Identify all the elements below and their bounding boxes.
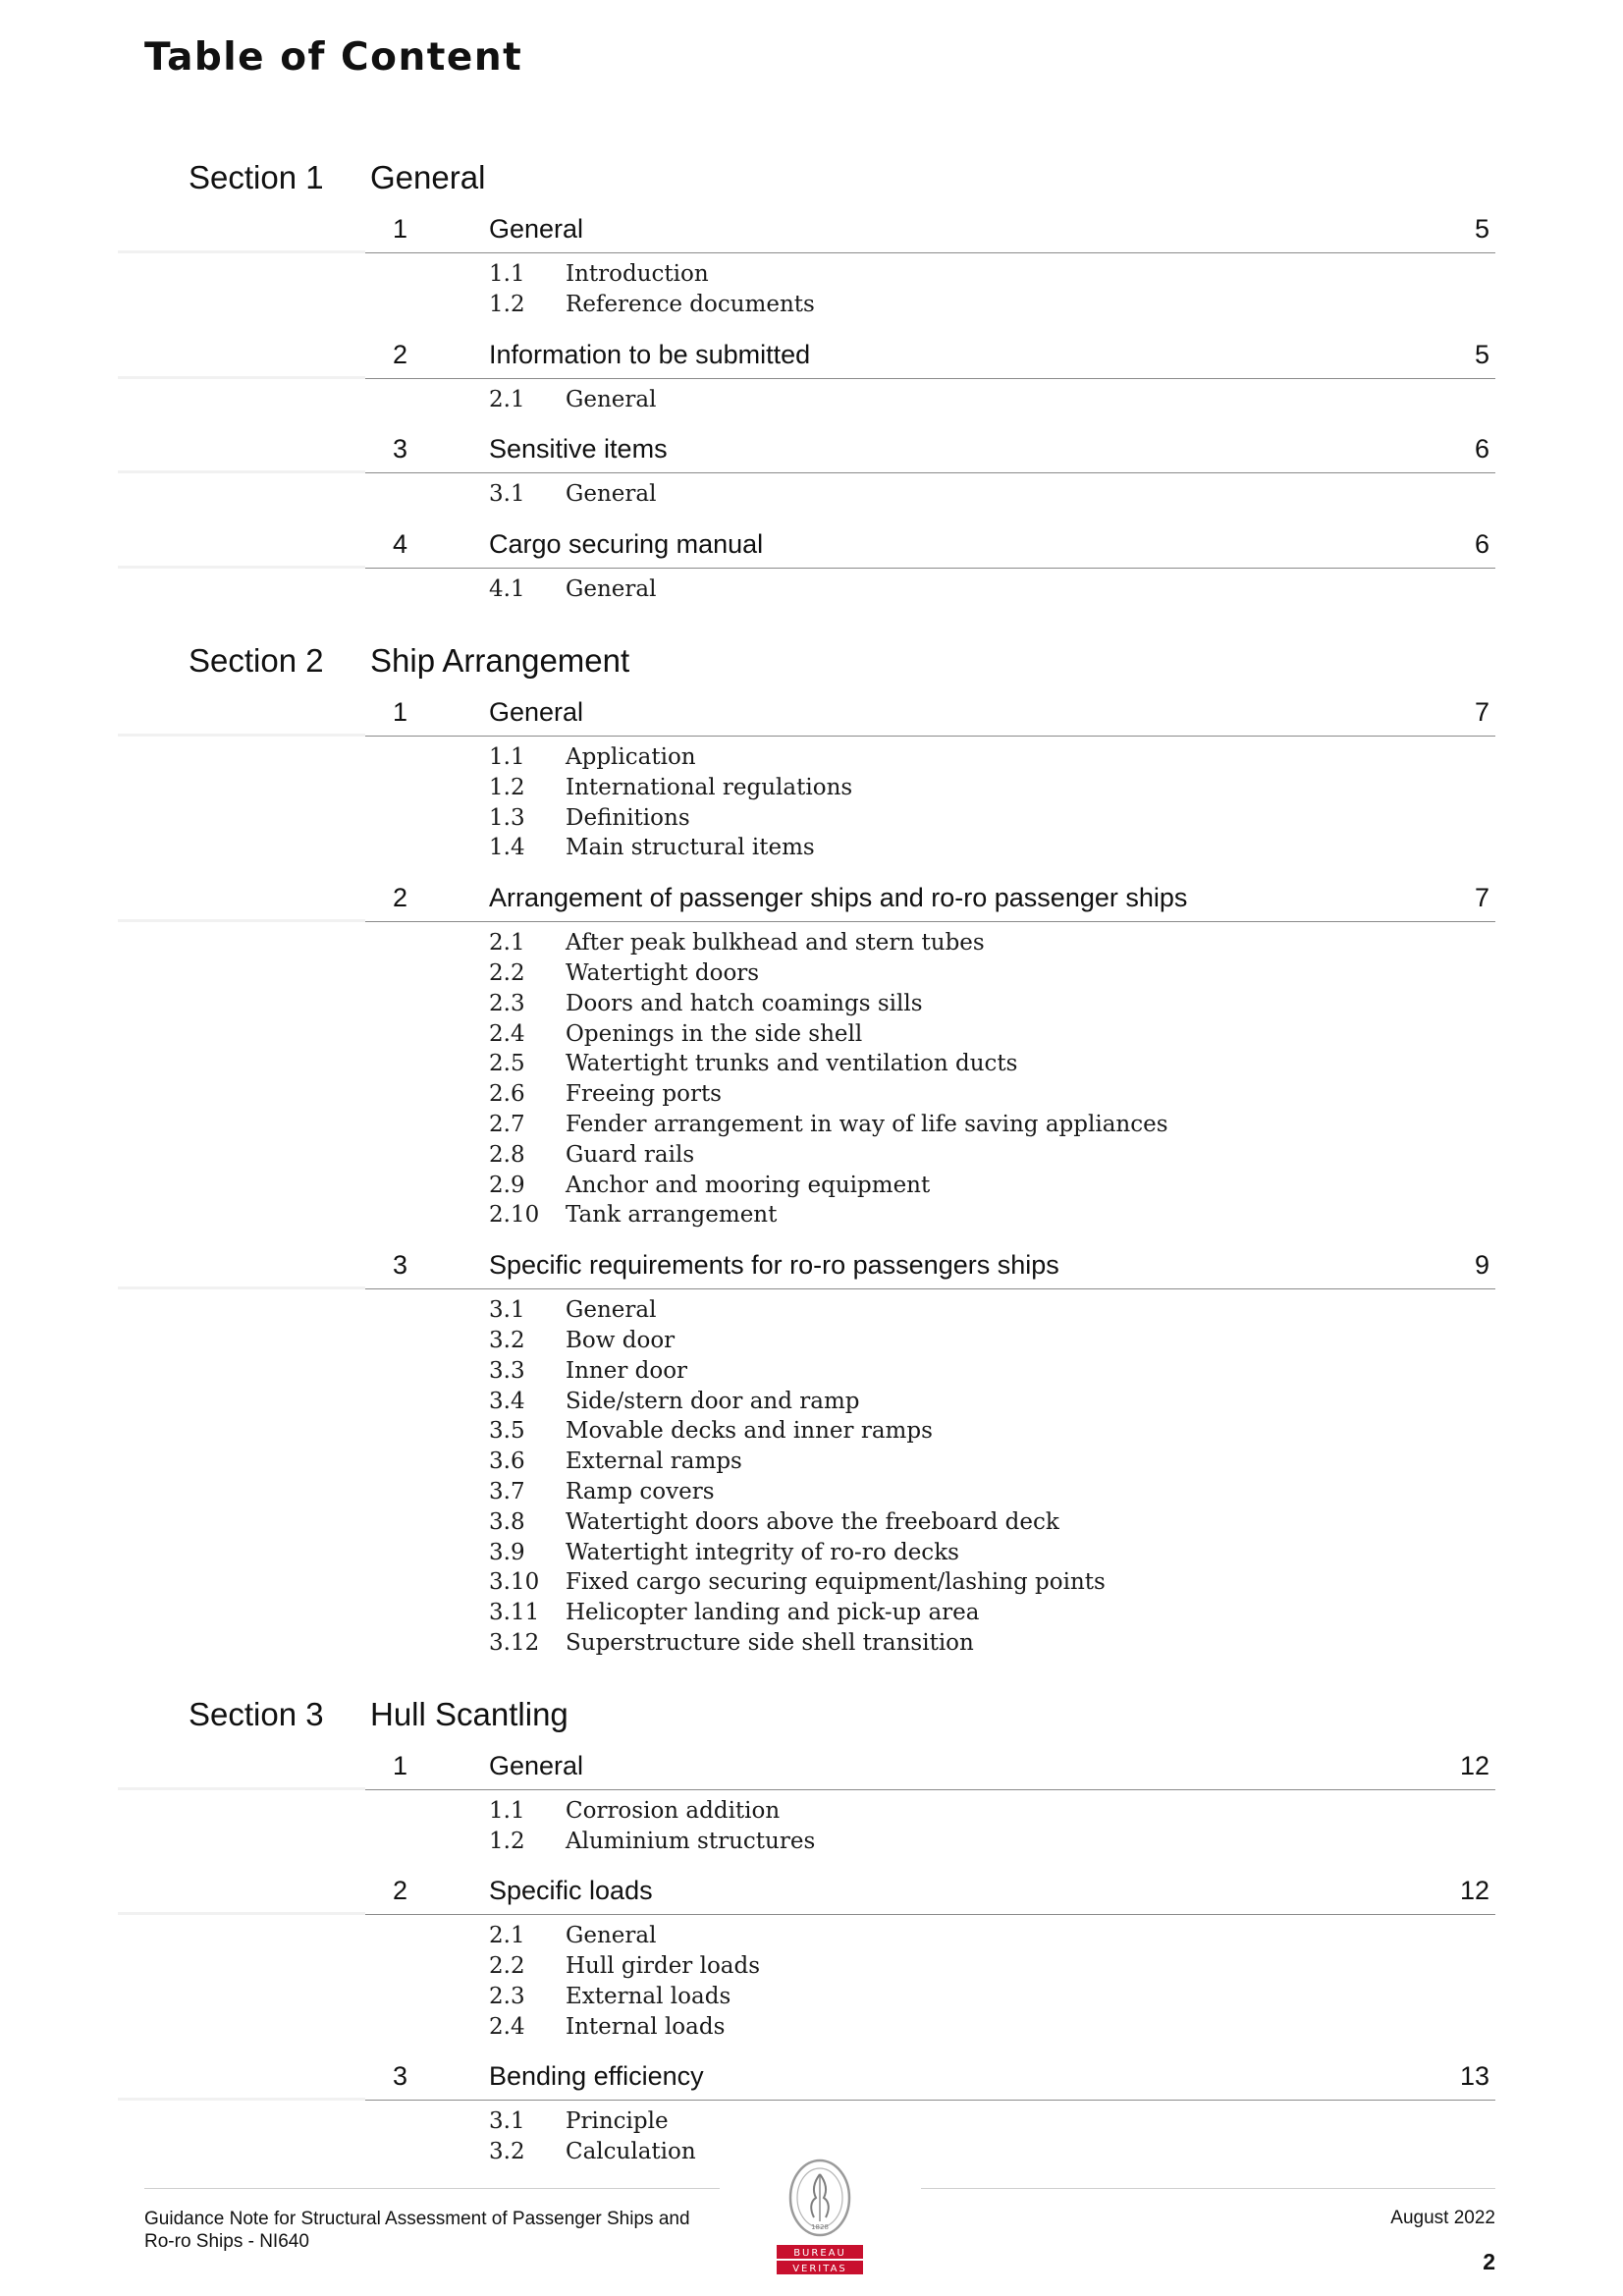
subsection-number: 2.7 [489,1111,525,1137]
section-title: Hull Scantling [370,1695,568,1732]
footer-divider-right [921,2188,1495,2189]
subsection-item [0,1019,1623,1050]
subsection-number: 3.5 [489,1418,525,1445]
chapter-rule-shade [118,566,365,569]
chapter-row [0,206,1623,253]
subsection-title: General [566,576,657,603]
subsection-number: 2.9 [489,1172,525,1198]
subsection-list [0,1915,1623,2053]
subsection-number: 3.8 [489,1508,525,1535]
subsection-item [0,1200,1623,1230]
chapter-rule [365,378,1495,379]
section-title: General [370,159,486,195]
subsection-number: 2.4 [489,2013,525,2040]
subsection-title: Reference documents [566,291,815,317]
toc-section [0,155,1623,617]
subsection-title: After peak bulkhead and stern tubes [566,930,985,957]
chapter-page-number: 5 [1474,339,1489,369]
chapter-rule-shade [118,2098,365,2101]
page-title: Table of Content [144,35,523,80]
section-heading [0,1692,1623,1743]
chapter-page-number: 5 [1474,214,1489,244]
subsection-title: Watertight doors above the freeboard deck [566,1508,1059,1535]
chapter-rule-shade [118,734,365,737]
subsection-item [0,773,1623,803]
chapter-title: Bending efficiency [489,2061,704,2092]
subsection-list [0,1790,1623,1869]
subsection-item [0,290,1623,320]
chapter-row [0,521,1623,569]
subsection-list [0,922,1623,1242]
subsection-title: Internal loads [566,2013,726,2040]
subsection-number: 4.1 [489,576,525,603]
subsection-item [0,1079,1623,1110]
footer-divider-left [144,2188,720,2189]
bureau-veritas-logo [771,2157,869,2284]
chapter-title: Information to be submitted [489,339,811,369]
chapter-row [0,332,1623,379]
chapter-number: 1 [393,1750,408,1780]
chapter-rule [365,568,1495,569]
section-spacer [0,617,1623,638]
subsection-number: 1.1 [489,261,525,287]
subsection-item [0,259,1623,290]
subsection-item [0,2106,1623,2137]
subsection-title: Principle [566,2108,669,2135]
subsection-item [0,1171,1623,1201]
chapter-row [0,1242,1623,1289]
logo-seal-icon [790,2160,849,2235]
section-heading [0,638,1623,689]
subsection-item [0,1387,1623,1417]
chapter-number: 2 [393,883,408,913]
chapter-row [0,1868,1623,1915]
subsection-title: Corrosion addition [566,1797,781,1824]
subsection-item [0,574,1623,605]
subsection-item [0,1921,1623,1951]
chapter-number: 1 [393,696,408,727]
subsection-number: 3.3 [489,1357,525,1384]
subsection-item [0,1567,1623,1598]
chapter-row [0,689,1623,737]
chapter-rule-shade [118,1787,365,1790]
subsection-number: 3.11 [489,1600,540,1626]
chapter-rule-shade [118,1286,365,1289]
subsection-item [0,989,1623,1019]
chapter-page-number: 12 [1459,1876,1489,1906]
subsection-number: 3.7 [489,1478,525,1504]
subsection-title: Tank arrangement [566,1202,778,1229]
chapter-rule [365,1789,1495,1790]
subsection-number: 2.1 [489,1923,525,1949]
subsection-title: Definitions [566,804,690,831]
subsection-item [0,1951,1623,1982]
subsection-item [0,1295,1623,1326]
chapter-number: 3 [393,1250,408,1281]
subsection-number: 3.1 [489,2108,525,2135]
subsection-title: Hull girder loads [566,1953,761,1980]
subsection-number: 3.6 [489,1449,525,1475]
subsection-item [0,928,1623,958]
chapter-number: 4 [393,529,408,560]
section-heading [0,155,1623,206]
subsection-number: 2.8 [489,1141,525,1168]
subsection-item [0,803,1623,834]
chapter-number: 2 [393,1876,408,1906]
footer-date: August 2022 [1390,2208,1495,2228]
footer-document-line-2: Ro-ro Ships - NI640 [144,2231,309,2252]
chapter-number: 1 [393,214,408,244]
subsection-title: Side/stern door and ramp [566,1388,860,1414]
subsection-number: 2.6 [489,1081,525,1108]
chapter-page-number: 7 [1474,883,1489,913]
subsection-number: 3.12 [489,1629,540,1656]
subsection-title: General [566,1923,657,1949]
subsection-title: External loads [566,1983,731,2009]
section-label: Section 3 [189,1695,324,1732]
subsection-item [0,1416,1623,1447]
subsection-title: Doors and hatch coamings sills [566,990,923,1016]
chapter-number: 3 [393,2061,408,2092]
subsection-title: General [566,386,657,412]
subsection-number: 1.3 [489,804,525,831]
subsection-list [0,737,1623,875]
subsection-number: 1.1 [489,743,525,770]
subsection-number: 2.4 [489,1020,525,1047]
chapter-number: 2 [393,339,408,369]
subsection-title: Fender arrangement in way of life saving appliances [566,1111,1168,1137]
subsection-number: 2.1 [489,930,525,957]
subsection-title: Watertight trunks and ventilation ducts [566,1051,1018,1077]
subsection-title: External ramps [566,1449,742,1475]
toc-section [0,1692,1623,2179]
chapter-title: General [489,214,584,244]
subsection-number: 3.10 [489,1569,540,1596]
chapter-row [0,875,1623,922]
chapter-number: 3 [393,434,408,465]
subsection-number: 2.5 [489,1051,525,1077]
subsection-item [0,742,1623,773]
footer-document-line-1: Guidance Note for Structural Assessment of Passenger Ships and [144,2209,690,2229]
subsection-number: 2.2 [489,1953,525,1980]
subsection-number: 3.4 [489,1388,525,1414]
chapter-rule [365,472,1495,473]
chapter-rule-shade [118,919,365,922]
subsection-title: Freeing ports [566,1081,722,1108]
section-title: Ship Arrangement [370,641,630,679]
chapter-title: Sensitive items [489,434,668,465]
chapter-row [0,1743,1623,1790]
chapter-page-number: 13 [1459,2061,1489,2092]
subsection-title: Guard rails [566,1141,695,1168]
chapter-rule-shade [118,470,365,473]
chapter-rule [365,252,1495,253]
subsection-number: 2.3 [489,990,525,1016]
subsection-title: Introduction [566,261,709,287]
chapter-rule [365,2100,1495,2101]
chapter-rule-shade [118,250,365,253]
chapter-title: General [489,1750,584,1780]
subsection-list [0,253,1623,332]
subsection-title: Fixed cargo securing equipment/lashing points [566,1569,1106,1596]
subsection-number: 3.1 [489,481,525,508]
subsection-item [0,1982,1623,2012]
subsection-item [0,833,1623,863]
subsection-title: Main structural items [566,835,815,861]
subsection-number: 1.1 [489,1797,525,1824]
page-number: 2 [1483,2249,1495,2274]
chapter-rule-shade [118,1912,365,1915]
chapter-page-number: 7 [1474,696,1489,727]
subsection-number: 3.1 [489,1297,525,1324]
subsection-list [0,569,1623,617]
subsection-title: Superstructure side shell transition [566,1629,974,1656]
subsection-title: Openings in the side shell [566,1020,863,1047]
subsection-item [0,1538,1623,1568]
table-of-contents [0,155,1623,2179]
chapter-rule [365,921,1495,922]
chapter-row [0,426,1623,473]
subsection-number: 3.9 [489,1539,525,1565]
subsection-item [0,1827,1623,1857]
chapter-page-number: 9 [1474,1250,1489,1281]
subsection-title: General [566,481,657,508]
subsection-number: 1.4 [489,835,525,861]
section-spacer [0,1670,1623,1692]
subsection-title: Inner door [566,1357,688,1384]
subsection-item [0,1447,1623,1477]
subsection-item [0,1507,1623,1538]
chapter-page-number: 12 [1459,1750,1489,1780]
subsection-number: 3.2 [489,2139,525,2165]
subsection-title: Calculation [566,2139,696,2165]
subsection-title: Helicopter landing and pick-up area [566,1600,980,1626]
chapter-title: General [489,696,584,727]
subsection-list [0,473,1623,521]
subsection-item [0,1796,1623,1827]
subsection-title: Application [566,743,696,770]
subsection-title: International regulations [566,774,853,800]
subsection-item [0,1110,1623,1140]
chapter-title: Specific requirements for ro-ro passengers ships [489,1250,1059,1281]
subsection-item [0,1356,1623,1387]
subsection-number: 1.2 [489,291,525,317]
subsection-number: 2.10 [489,1202,540,1229]
subsection-number: 2.2 [489,959,525,986]
chapter-rule [365,1914,1495,1915]
subsection-title: General [566,1297,657,1324]
subsection-list [0,1289,1623,1670]
subsection-item [0,479,1623,510]
subsection-title: Bow door [566,1327,676,1353]
svg-text:1828: 1828 [811,2223,829,2231]
chapter-rule [365,736,1495,737]
subsection-item [0,1477,1623,1507]
subsection-list [0,379,1623,427]
svg-text:VERITAS: VERITAS [792,2264,847,2274]
subsection-item [0,1140,1623,1171]
svg-text:BUREAU: BUREAU [793,2248,846,2259]
subsection-number: 2.1 [489,386,525,412]
chapter-title: Cargo securing manual [489,529,764,560]
subsection-number: 1.2 [489,774,525,800]
subsection-item [0,1326,1623,1356]
chapter-page-number: 6 [1474,529,1489,560]
chapter-rule-shade [118,376,365,379]
toc-section [0,638,1623,1670]
subsection-number: 1.2 [489,1828,525,1854]
subsection-title: Aluminium structures [566,1828,816,1854]
footer-document-title [144,2208,753,2253]
subsection-title: Watertight integrity of ro-ro decks [566,1539,959,1565]
chapter-rule [365,1288,1495,1289]
chapter-title: Specific loads [489,1876,653,1906]
section-label: Section 2 [189,641,324,679]
subsection-title: Ramp covers [566,1478,715,1504]
subsection-item [0,1598,1623,1628]
subsection-item [0,1049,1623,1079]
chapter-row [0,2053,1623,2101]
subsection-title: Anchor and mooring equipment [566,1172,931,1198]
subsection-item [0,2012,1623,2043]
chapter-title: Arrangement of passenger ships and ro-ro passenger ships [489,883,1188,913]
subsection-title: Watertight doors [566,959,760,986]
subsection-number: 2.3 [489,1983,525,2009]
subsection-number: 3.2 [489,1327,525,1353]
chapter-page-number: 6 [1474,434,1489,465]
subsection-item [0,385,1623,415]
subsection-item [0,958,1623,989]
subsection-title: Movable decks and inner ramps [566,1418,933,1445]
subsection-item [0,1628,1623,1659]
section-label: Section 1 [189,159,324,195]
